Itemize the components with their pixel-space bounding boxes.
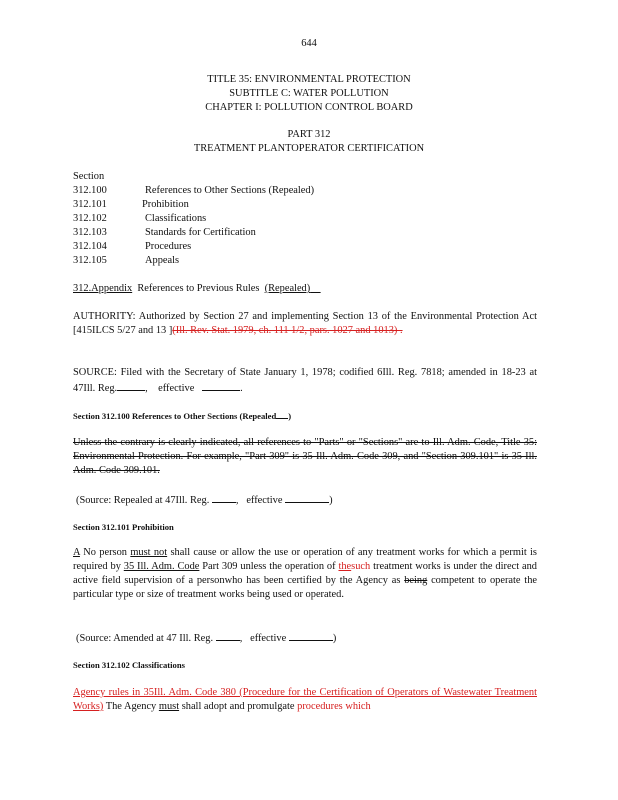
toc-title: References to Other Sections (Repealed)	[145, 185, 315, 196]
section-101-text-5: competent to operate the particular type or size of treatment works being used or operated.	[73, 575, 537, 600]
inserted-35-ill-adm-code: 35 Ill. Adm. Code	[123, 561, 200, 572]
section-100-source: (Source: Repealed at 47Ill. Reg. , effective )	[76, 492, 333, 508]
section-100-struck-text: Unless the contrary is clearly indicated, all references to "Parts" or "Sections" are to Ill. Adm. Code, Title 35: Environmental Protection. For example, "Part 309" is 35 Ill. Adm. Code 309, and "Section 309.101" is 35 Ill. Adm. Code 309.101.	[73, 437, 537, 476]
toc-title: Procedures	[145, 241, 192, 252]
part-line: PART 312	[287, 129, 331, 140]
toc-number: 312.102	[73, 213, 107, 224]
source-effective: effective	[158, 383, 195, 394]
toc-label: Section	[73, 171, 105, 182]
toc-number: 312.100	[73, 185, 107, 196]
section-102-body	[73, 686, 537, 714]
inserted-a: A	[73, 547, 80, 558]
section-100-heading-text: Section 312.100 References to Other Sections (Repealed	[73, 411, 277, 421]
toc-number: 312.104	[73, 241, 107, 252]
toc-appendix-number: 312.Appendix	[73, 283, 133, 294]
section-101-source: (Source: Amended at 47 Ill. Reg. , effective )	[76, 630, 336, 646]
section-102-text-1: The Agency	[105, 701, 157, 712]
toc-title: Prohibition	[142, 199, 189, 210]
section-101-text-2: shall cause or allow the use or operation of any treatment works for which a permit is required by	[73, 547, 537, 572]
toc-number: 312.101	[73, 199, 107, 210]
red-such: such	[351, 561, 371, 572]
chapter-line: CHAPTER I: POLLUTION CONTROL BOARD	[205, 102, 413, 113]
section-102-heading: Section 312.102 Classifications	[73, 660, 185, 670]
toc-title: Appeals	[145, 255, 180, 266]
section-101-heading: Section 312.101 Prohibition	[73, 522, 174, 532]
part-title-line: TREATMENT PLANTOPERATOR CERTIFICATION	[193, 143, 425, 154]
section-101-source-label: (Source: Amended at 47 Ill. Reg.	[76, 633, 214, 644]
section-102-text-2: shall adopt and promulgate	[181, 701, 295, 712]
inserted-must-not: must not	[130, 547, 168, 558]
subtitle-line: SUBTITLE C: WATER POLLUTION	[229, 88, 389, 99]
section-101-source-close: )	[332, 633, 337, 644]
section-101-body	[73, 546, 537, 602]
section-101-text-3: Part 309 unless the operation of	[202, 561, 336, 572]
authority-text: AUTHORITY: Authorized by Section 27 and implementing Section 13 of the Environmental Protection Act [415ILCS 5/27 and 13 ]	[73, 311, 537, 336]
section-100-heading-close: )	[288, 411, 292, 421]
section-100-heading	[73, 408, 291, 423]
toc-number: 312.105	[73, 255, 107, 266]
page-number: 644	[301, 38, 317, 49]
section-100-body	[73, 436, 537, 478]
source-paragraph: SOURCE: Filed with the Secretary of State January 1, 1978; codified 6Ill. Reg. 7818; amended in 18-23 at 47Ill. Reg. , effective .	[73, 367, 537, 394]
toc-title: Classifications	[145, 213, 207, 224]
struck-being: being	[404, 575, 428, 586]
toc-appendix-title: References to Previous Rules	[137, 283, 260, 294]
toc-number: 312.103	[73, 227, 107, 238]
red-agency-rules-citation: Agency rules in 35Ill. Adm. Code 380 (Procedure for the Certification of Operators of Wastewater Treatment Works)	[73, 687, 537, 712]
inserted-the: the	[338, 561, 352, 572]
inserted-must: must	[158, 701, 180, 712]
section-101-text-4: treatment works is under the direct and active field supervision of a personwho has been certified by the Agency as	[73, 561, 537, 586]
red-procedures-which: procedures which	[297, 701, 371, 712]
title-line: TITLE 35: ENVIRONMENTAL PROTECTION	[207, 74, 411, 85]
authority-paragraph	[73, 310, 537, 338]
toc-appendix-repealed: (Repealed)	[264, 283, 311, 294]
section-100-source-effective: effective	[246, 495, 283, 506]
authority-struck-citation: (Ill. Rev. Stat. 1979, ch. 111 1/2, pars. 1027 and 1013) .	[172, 325, 403, 336]
section-101-text-1: No person	[83, 547, 127, 558]
section-100-source-close: )	[329, 495, 333, 506]
toc-appendix-row	[73, 282, 321, 296]
source-text: SOURCE: Filed with the Secretary of State January 1, 1978; codified 6Ill. Reg. 7818; amended in 18-23 at 47Ill. Reg.	[73, 367, 537, 394]
toc-title: Standards for Certification	[145, 227, 256, 238]
section-101-source-effective: effective	[250, 633, 287, 644]
section-100-source-label: (Source: Repealed at 47Ill. Reg.	[76, 495, 210, 506]
